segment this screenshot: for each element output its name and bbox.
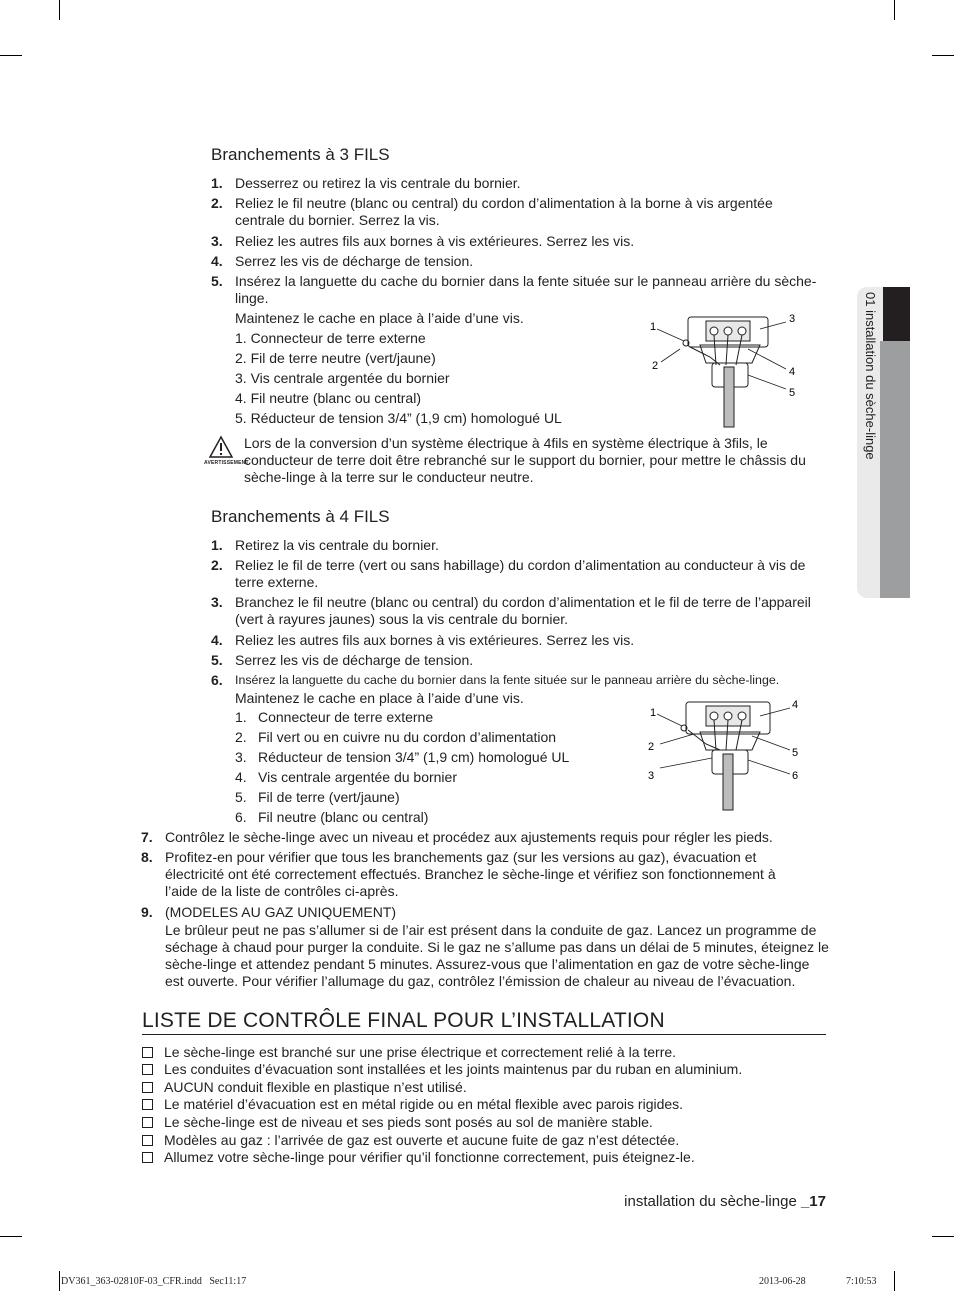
terminal-screw (710, 327, 718, 335)
three-wire-part-5: 5. Réducteur de tension 3/4” (1,9 cm) homologué UL (235, 410, 562, 426)
callout-2: 2 (652, 360, 659, 372)
three-wire-part-4: 4. Fil neutre (blanc ou central) (235, 390, 421, 406)
four-wire-heading: Branchements à 4 FILS (211, 507, 390, 526)
checkbox-icon (142, 1135, 153, 1146)
terminal-screw (724, 327, 732, 335)
warning-icon (208, 435, 234, 459)
four-wire-step-4: 4. Reliez les autres fils aux bornes à vis extérieures. Serrez les vis. (211, 632, 635, 648)
crop-mark (932, 55, 954, 56)
three-wire-step-5: 5. Insérez la languette du cache du bornier dans la fente située sur le panneau arrière du sèche-linge. (211, 273, 817, 306)
four-wire-step-2: 2. Reliez le fil de terre (vert ou sans habillage) du cordon d’alimentation au conducteur à vis de terre externe. (211, 557, 806, 590)
callout-3: 3 (648, 770, 655, 782)
callout-4: 4 (792, 699, 799, 711)
terminal-screw (738, 327, 746, 335)
three-wire-part-1: 1. Connecteur de terre externe (235, 330, 426, 346)
checkbox-icon (142, 1064, 153, 1075)
final-step-8: 8. Profitez-en pour vérifier que tous les branchements gaz (sur les versions au gaz), évacuation et électricité ont été correctement effectués. Branchez le sèche-linge et vérifiez son fonctionnement à l’aide de la liste de contrôles ci-après. (141, 849, 776, 899)
checkbox-icon (142, 1152, 153, 1163)
title-rule (142, 1034, 826, 1035)
checkbox-icon (142, 1099, 153, 1110)
crop-mark (894, 0, 895, 20)
crop-mark (59, 0, 60, 20)
print-slug-file: DV361_363-02810F-03_CFR.indd Sec11:17 (61, 1276, 247, 1287)
print-slug-date: 2013-06-28 (759, 1276, 806, 1287)
section-tab-label: 01 installation du sèche-linge (863, 292, 878, 460)
callout-5: 5 (792, 747, 799, 759)
callout-1: 1 (650, 321, 657, 333)
crop-mark (0, 1236, 22, 1237)
crop-mark (894, 1271, 895, 1291)
callout-3: 3 (789, 313, 796, 325)
four-wire-step-5: 5. Serrez les vis de décharge de tension. (211, 652, 474, 668)
three-wire-step-2: 2. Reliez le fil neutre (blanc ou central) du cordon d’alimentation à la borne à vis argentée centrale du bornier. Serrez la vis. (211, 195, 773, 228)
callout-2: 2 (648, 741, 655, 753)
three-wire-part-2: 2. Fil de terre neutre (vert/jaune) (235, 350, 436, 366)
terminal-screw (724, 712, 732, 720)
final-step-9: 9. (MODELES AU GAZ UNIQUEMENT) (141, 904, 397, 920)
final-step-9-detail: Le brûleur peut ne pas s’allumer si de l’air est présent dans la conduite de gaz. Lancez un programme de séchage à chaud pour purger la conduite. Si le gaz ne s’allume pas dans un délai de 5 minutes, éteignez le sèche-linge et attendez pendant 5 minutes. Assurez-vous que l’alimentation en gaz de votre sèche-linge est ouverte. Pour vérifier l’allumage du gaz, contrôlez l’émission de chaleur au niveau de l’évacuation. (165, 922, 829, 989)
checkbox-icon (142, 1082, 153, 1093)
crop-mark (932, 1236, 954, 1237)
three-wire-step-3: 3. Reliez les autres fils aux bornes à vis extérieures. Serrez les vis. (211, 233, 635, 249)
section-tab-marker (883, 287, 910, 341)
checkbox-icon (142, 1117, 153, 1128)
three-wire-step-1: 1. Desserrez ou retirez la vis centrale du bornier. (211, 175, 521, 191)
four-wire-step-3: 3. Branchez le fil neutre (blanc ou central) du cordon d’alimentation et le fil de terre de l’appareil (vert à rayures jaunes) sous la vis centrale du bornier. (211, 594, 811, 627)
cover (700, 732, 760, 750)
three-wire-part-3: 3. Vis centrale argentée du bornier (235, 370, 450, 386)
cover (700, 345, 760, 363)
three-wire-step-4: 4. Serrez les vis de décharge de tension. (211, 253, 474, 269)
page-footer: installation du sèche-linge _17 (624, 1193, 826, 1210)
four-wire-terminal-diagram (640, 690, 815, 815)
section-tab-bar (880, 341, 910, 598)
four-wire-step-1: 1. Retirez la vis centrale du bornier. (211, 537, 439, 553)
four-wire-part-3: 3. Réducteur de tension 3/4” (1,9 cm) homologué UL (235, 749, 570, 765)
checklist-title: LISTE DE CONTRÔLE FINAL POUR L’INSTALLATION (142, 1009, 665, 1032)
warning-label: AVERTISSEMENT (204, 460, 249, 466)
four-wire-part-2: 2. Fil vert ou en cuivre nu du cordon d’alimentation (235, 729, 557, 745)
four-wire-part-1: 1. Connecteur de terre externe (235, 709, 434, 725)
callout-5: 5 (789, 387, 796, 399)
callout-6: 6 (792, 770, 799, 782)
callout-1: 1 (650, 707, 657, 719)
four-wire-hold-note: Maintenez le cache en place à l’aide d’une vis. (235, 690, 524, 706)
four-wire-part-5: 5. Fil de terre (vert/jaune) (235, 789, 400, 805)
warning-text: Lors de la conversion d’un système électrique à 4fils en système électrique à 3fils, le conducteur de terre doit être rebranché sur le support du bornier, pour mettre le châssis du sèche-linge à la terre sur le conducteur neutre. (244, 435, 806, 485)
three-wire-heading: Branchements à 3 FILS (211, 145, 390, 164)
callout-4: 4 (789, 366, 796, 378)
four-wire-part-4: 4. Vis centrale argentée du bornier (235, 769, 457, 785)
crop-mark (59, 1271, 60, 1291)
four-wire-part-6: 6. Fil neutre (blanc ou central) (235, 809, 429, 825)
final-step-7: 7. Contrôlez le sèche-linge avec un niveau et procédez aux ajustements requis pour régler les pieds. (141, 829, 773, 845)
power-cord (724, 367, 734, 427)
terminal-screw (710, 712, 718, 720)
crop-mark (0, 55, 22, 56)
power-cord (723, 754, 733, 810)
checkbox-icon (142, 1047, 153, 1058)
print-slug-time: 7:10:53 (846, 1276, 877, 1287)
four-wire-step-6: 6. Insérez la languette du cache du bornier dans la fente située sur le panneau arrière du sèche-linge. (211, 672, 780, 688)
three-wire-hold-note: Maintenez le cache en place à l’aide d’une vis. (235, 310, 524, 326)
three-wire-terminal-diagram (640, 305, 815, 430)
terminal-screw (738, 712, 746, 720)
